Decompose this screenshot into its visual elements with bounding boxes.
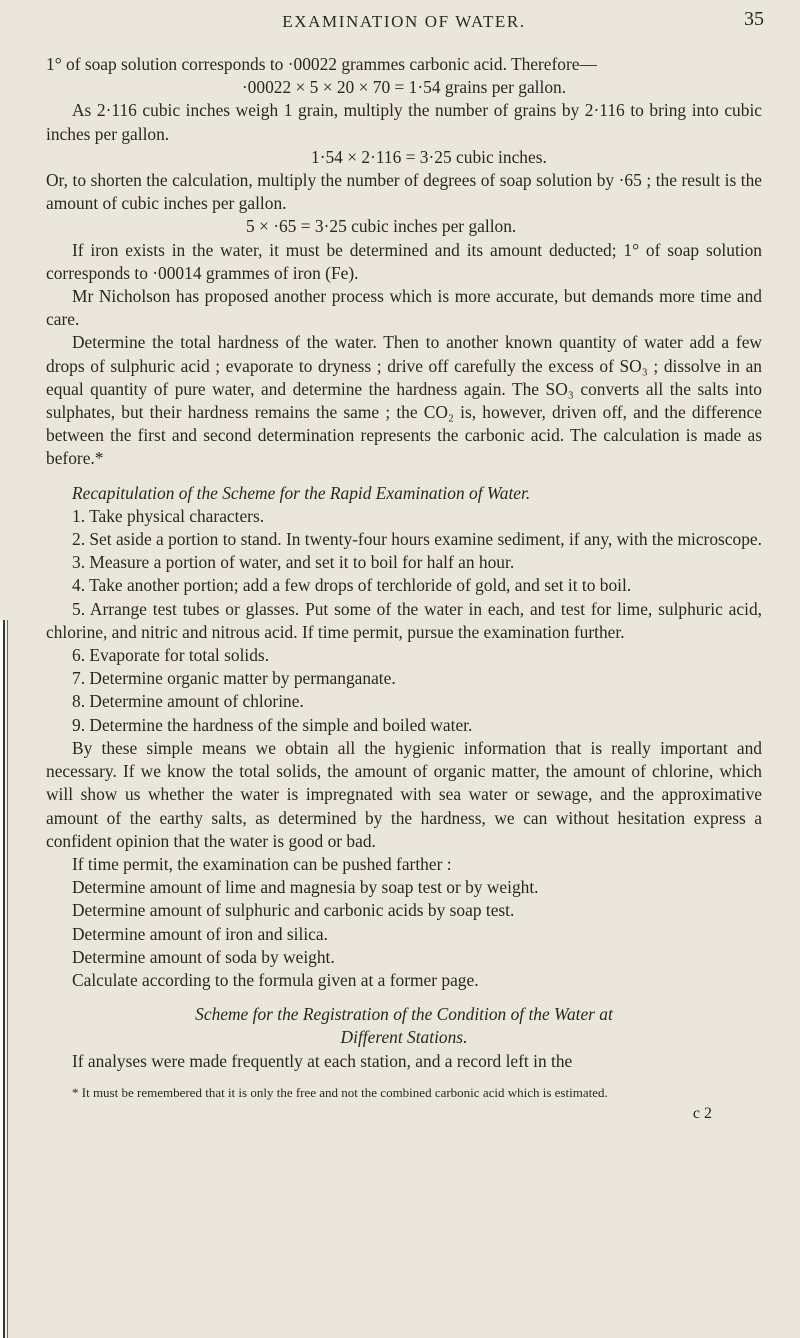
equation: 5 × ·65 = 3·25 cubic inches per gallon. <box>246 216 517 237</box>
page-number: 35 <box>744 8 764 30</box>
paragraph: As 2·116 cubic inches weigh 1 grain, multiply the number of grains by 2·116 to bring into cubic inches per gallon. <box>46 100 762 144</box>
list-item: 9. Determine the hardness of the simple and boiled water. <box>72 714 473 735</box>
page-body <box>46 53 762 1125</box>
paragraph: By these simple means we obtain all the hygienic information that is really important and necessary. If we know the total solids, the amount of organic matter, the amount of chlorine, which will show us whether the water is impregnated with sea water or sewage, and the approximative amount of the earthy salts, as determined by the hardness, we can without hesitation express a confident opinion that the water is good or bad. <box>46 737 762 851</box>
section-heading: Different Stations. <box>340 1027 468 1048</box>
list-item: 3. Measure a portion of water, and set it to boil for half an hour. <box>72 552 515 573</box>
paragraph: Mr Nicholson has proposed another process which is more accurate, but demands more time and care. <box>46 286 762 330</box>
running-title: EXAMINATION OF WATER. <box>282 12 526 31</box>
document-page <box>46 0 764 1123</box>
page-edge <box>0 620 12 1338</box>
equation: 1·54 × 2·116 = 3·25 cubic inches. <box>311 146 547 167</box>
paragraph: If analyses were made frequently at each station, and a record left in the <box>72 1050 573 1071</box>
section-heading: Scheme for the Registration of the Condition of the Water at <box>195 1004 613 1025</box>
footnote: * It must be remembered that it is only the free and not the combined carbonic acid which is estimated. <box>72 1084 608 1100</box>
section-heading: Recapitulation of the Scheme for the Rapid Examination of Water. <box>72 482 531 503</box>
signature-mark: c 2 <box>692 1105 712 1123</box>
paragraph: Determine the total hardness of the water. Then to another known quantity of water add a few drops of sulphuric acid ; evaporate to dryness ; drive off carefully the excess of SO₃ ; dissolve in an equal quantity of pure water, and determine the hardness again. The SO₃ converts all the salts into sulphates, but their hardness remains the same ; the CO₂ is, however, driven off, and the difference between the first and second determination represents the carbonic acid. The calculation is made as before.* <box>46 332 762 469</box>
paragraph: If time permit, the examination can be pushed farther : <box>72 853 452 874</box>
list-item: 6. Evaporate for total solids. <box>72 645 270 666</box>
paragraph: Or, to shorten the calculation, multiply the number of degrees of soap solution by ·65 ; the result is the amount of cubic inches per gallon. <box>46 170 762 214</box>
list-item: Calculate according to the formula given at a former page. <box>72 969 479 990</box>
list-item: 8. Determine amount of chlorine. <box>72 691 304 712</box>
list-item: 4. Take another portion; add a few drops of terchloride of gold, and set it to boil. <box>72 575 632 596</box>
list-item: Determine amount of soda by weight. <box>72 946 335 967</box>
list-item: 5. Arrange test tubes or glasses. Put some of the water in each, and test for lime, sulphuric acid, chlorine, and nitric and nitrous acid. If time permit, pursue the examination further. <box>46 598 762 642</box>
list-item: Determine amount of sulphuric and carbonic acids by soap test. <box>72 900 515 921</box>
paragraph: 1° of soap solution corresponds to ·00022 grammes carbonic acid. Therefore— <box>46 54 597 74</box>
list-item: Determine amount of lime and magnesia by soap test or by weight. <box>72 877 539 898</box>
paragraph: If iron exists in the water, it must be determined and its amount deducted; 1° of soap solution corresponds to ·00014 grammes of iron (Fe). <box>46 239 762 283</box>
list-item: 7. Determine organic matter by permanganate. <box>72 668 396 689</box>
page-header <box>46 0 762 38</box>
list-item: 2. Set aside a portion to stand. In twenty-four hours examine sediment, if any, with the microscope. <box>72 529 762 550</box>
equation: ·00022 × 5 × 20 × 70 = 1·54 grains per gallon. <box>241 77 567 98</box>
list-item: 1. Take physical characters. <box>72 505 265 526</box>
list-item: Determine amount of iron and silica. <box>72 923 328 944</box>
